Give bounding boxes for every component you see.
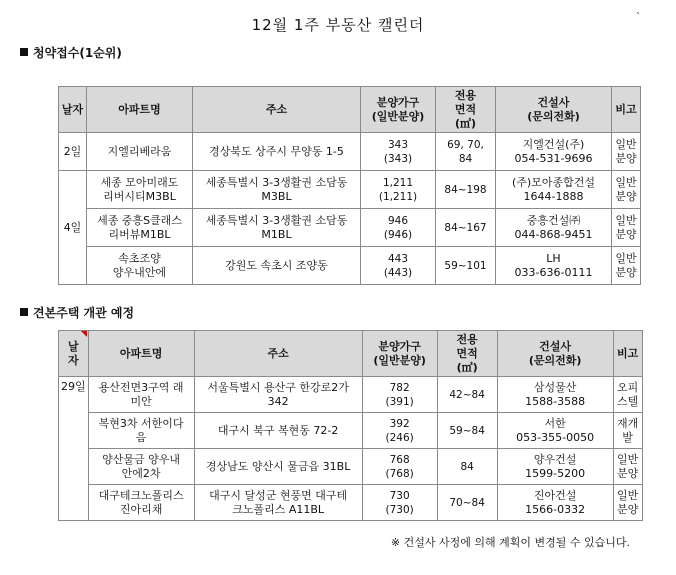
row-date: 4일 <box>59 171 87 285</box>
footnote: ※ 건설사 사정에 의해 계획이 변경될 수 있습니다. <box>390 536 630 549</box>
col-header-note: 비고 <box>612 87 641 133</box>
row-builder: 진아건설 1566-0332 <box>497 485 613 521</box>
row-address: 서울특별시 용산구 한강로2가 342 <box>194 377 362 413</box>
col-header-date: 날 자 <box>59 331 89 377</box>
section-heading-label: 견본주택 개관 예정 <box>33 306 135 320</box>
col-header-name: 아파트명 <box>88 331 194 377</box>
row-builder: 지엘건설(주) 054-531-9696 <box>496 133 612 171</box>
row-date: 29일 <box>59 377 89 521</box>
row-builder: 양우건설 1599-5200 <box>497 449 613 485</box>
row-name: 세종 중흥S클래스 리버뷰M1BL <box>87 209 193 247</box>
row-builder: (주)모아종합건설 1644-1888 <box>496 171 612 209</box>
row-address: 세종특별시 3-3생활권 소담동 M3BL <box>193 171 361 209</box>
col-header-address: 주소 <box>194 331 362 377</box>
col-header-builder: 건설사 (문의전화) <box>496 87 612 133</box>
col-header-address: 주소 <box>193 87 361 133</box>
col-header-units: 분양가구 (일반분양) <box>361 87 436 133</box>
row-units: 768 (768) <box>362 449 437 485</box>
row-address: 경상북도 상주시 무양동 1-5 <box>193 133 361 171</box>
row-area: 59~101 <box>436 247 496 285</box>
col-header-area: 전용 면적 (㎡) <box>436 87 496 133</box>
row-builder: 삼성물산 1588-3588 <box>497 377 613 413</box>
table-row <box>59 133 641 171</box>
row-units: 443 (443) <box>361 247 436 285</box>
row-units: 730 (730) <box>362 485 437 521</box>
row-name: 용산전면3구역 래 미안 <box>88 377 194 413</box>
row-address: 세종특별시 3-3생활권 소담동 M1BL <box>193 209 361 247</box>
row-address: 대구시 달성군 현풍면 대구테 크노폴리스 A11BL <box>194 485 362 521</box>
row-units: 946 (946) <box>361 209 436 247</box>
row-name: 양산물금 양우내 안에2차 <box>88 449 194 485</box>
row-address: 경상남도 양산시 물금읍 31BL <box>194 449 362 485</box>
row-note: 오피 스텔 <box>613 377 642 413</box>
row-note: 일반 분양 <box>612 209 641 247</box>
subscription-table <box>58 86 641 285</box>
comment-marker-icon <box>81 331 87 337</box>
page-title: 12월 1주 부동산 캘린더 <box>251 16 425 34</box>
row-area: 59~84 <box>437 413 497 449</box>
row-builder: 중흥건설㈜ 044-868-9451 <box>496 209 612 247</box>
row-area: 70~84 <box>437 485 497 521</box>
row-area: 42~84 <box>437 377 497 413</box>
row-units: 392 (246) <box>362 413 437 449</box>
table-row <box>59 485 643 521</box>
row-units: 782 (391) <box>362 377 437 413</box>
row-date: 2일 <box>59 133 87 171</box>
row-area: 84~198 <box>436 171 496 209</box>
row-note: 일반 분양 <box>612 133 641 171</box>
table-header-row <box>59 87 641 133</box>
row-units: 1,211 (1,211) <box>361 171 436 209</box>
square-bullet-icon <box>20 308 28 316</box>
table-row <box>59 377 643 413</box>
col-header-builder: 건설사 (문의전화) <box>497 331 613 377</box>
table-row <box>59 209 641 247</box>
square-bullet-icon <box>20 48 28 56</box>
row-note: 재개 발 <box>613 413 642 449</box>
row-note: 일반 분양 <box>613 485 642 521</box>
row-area: 69, 70, 84 <box>436 133 496 171</box>
row-note: 일반 분양 <box>613 449 642 485</box>
section-heading-label: 청약접수(1순위) <box>33 46 122 60</box>
model-house-table <box>58 330 643 521</box>
col-header-name: 아파트명 <box>87 87 193 133</box>
row-area: 84 <box>437 449 497 485</box>
col-header-note: 비고 <box>613 331 642 377</box>
col-header-area: 전용 면적 (㎡) <box>437 331 497 377</box>
row-address: 강원도 속초시 조양동 <box>193 247 361 285</box>
row-name: 대구테크노폴리스 진아리채 <box>88 485 194 521</box>
row-name: 복현3차 서한이다 음 <box>88 413 194 449</box>
col-header-units: 분양가구 (일반분양) <box>362 331 437 377</box>
row-units: 343 (343) <box>361 133 436 171</box>
col-header-date: 날자 <box>59 87 87 133</box>
section-heading-model-house <box>20 304 134 321</box>
row-name: 세종 모아미래도 리버시티M3BL <box>87 171 193 209</box>
table-row <box>59 171 641 209</box>
row-name: 속초조양 양우내안에 <box>87 247 193 285</box>
row-area: 84~167 <box>436 209 496 247</box>
table-row <box>59 413 643 449</box>
section-heading-subscription <box>20 44 122 61</box>
row-note: 일반 분양 <box>612 247 641 285</box>
row-address: 대구시 북구 복현동 72-2 <box>194 413 362 449</box>
corner-mark: ` <box>636 12 641 23</box>
table-row <box>59 247 641 285</box>
row-name: 지엘리베라움 <box>87 133 193 171</box>
row-builder: 서한 053-355-0050 <box>497 413 613 449</box>
row-note: 일반 분양 <box>612 171 641 209</box>
row-builder: LH 033-636-0111 <box>496 247 612 285</box>
table-header-row <box>59 331 643 377</box>
table-row <box>59 449 643 485</box>
